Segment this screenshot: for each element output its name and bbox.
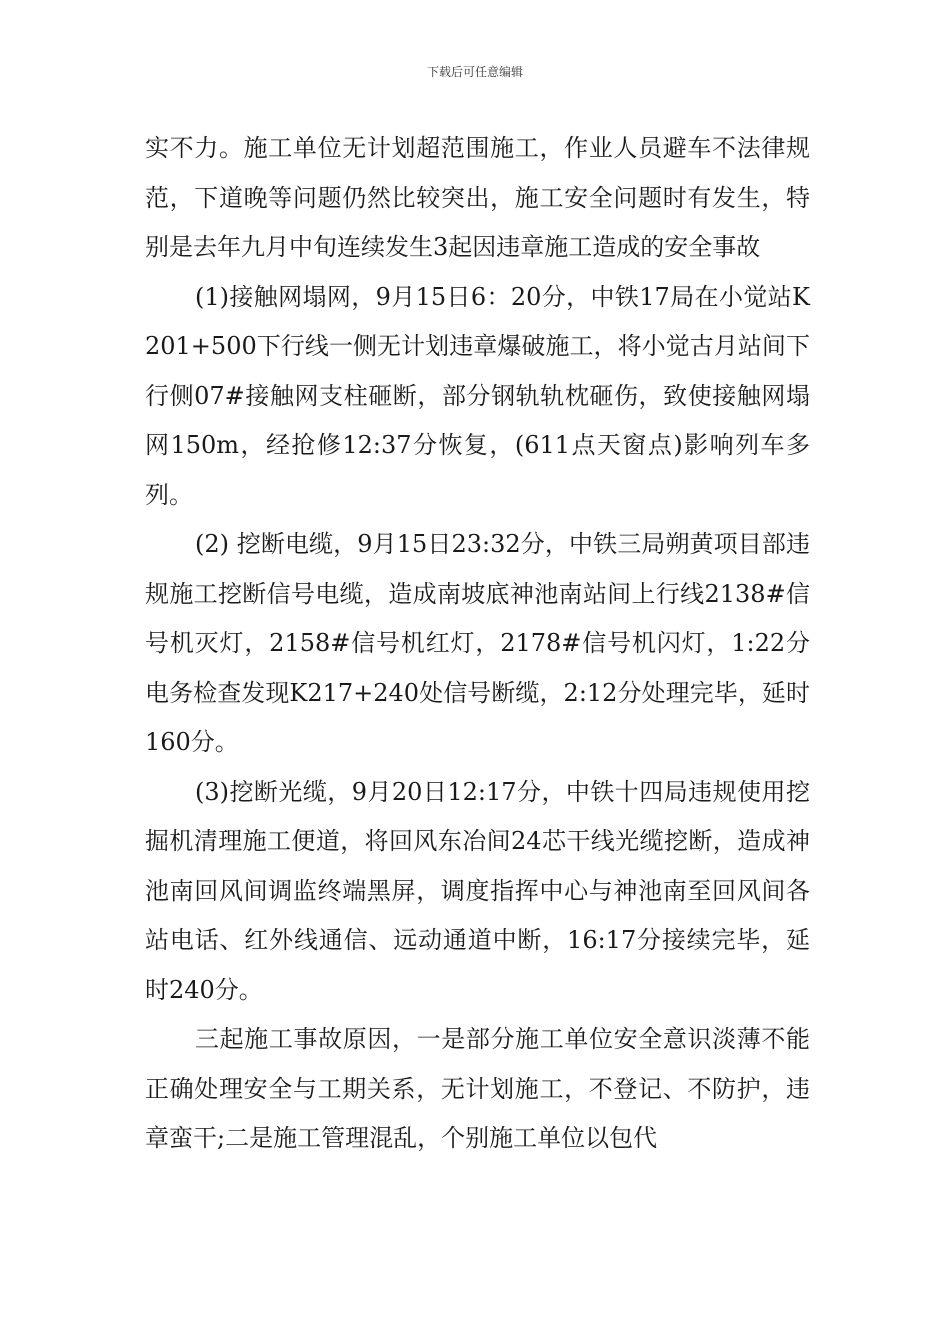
paragraph-incident-2: (2) 挖断电缆，9月15日23:32分，中铁三局朔黄项目部违规施工挖断信号电缆，造成南坡底神池南站间上行线2138#信号机灭灯，2158#信号机红灯，2178#信号机闪灯，1:22分电务检查发现K217+240处信号断缆，2:12分处理完毕，延时160分。 [145,530,810,756]
document-body [145,124,810,1164]
paragraph-causes: 三起施工事故原因，一是部分施工单位安全意识淡薄不能正确处理安全与工期关系，无计划施工，不登记、不防护，违章蛮干;二是施工管理混乱，个别施工单位以包代 [145,1025,810,1152]
page-header: 下载后可任意编辑 [426,65,523,79]
paragraph-incident-1: (1)接触网塌网，9月15日6：20分，中铁17局在小觉站K201+500下行线一侧无计划违章爆破施工，将小觉古月站间下行侧07#接触网支柱砸断，部分钢轨轨枕砸伤，致使接触网塌网150m，经抢修12:37分恢复，(611点天窗点)影响列车多列。 [145,282,810,509]
paragraph-incident-3: (3)挖断光缆，9月20日12:17分，中铁十四局违规使用挖掘机清理施工便道，将回风东冶间24芯干线光缆挖断，造成神池南回风间调监终端黑屏，调度指挥中心与神池南至回风间各站电话、红外线通信、远动通道中断，16:17分接续完毕，延时240分。 [145,777,810,1004]
paragraph-continuation: 实不力。施工单位无计划超范围施工，作业人员避车不法律规范，下道晚等问题仍然比较突出，施工安全问题时有发生，特别是去年九月中旬连续发生3起因违章施工造成的安全事故 [145,134,810,261]
